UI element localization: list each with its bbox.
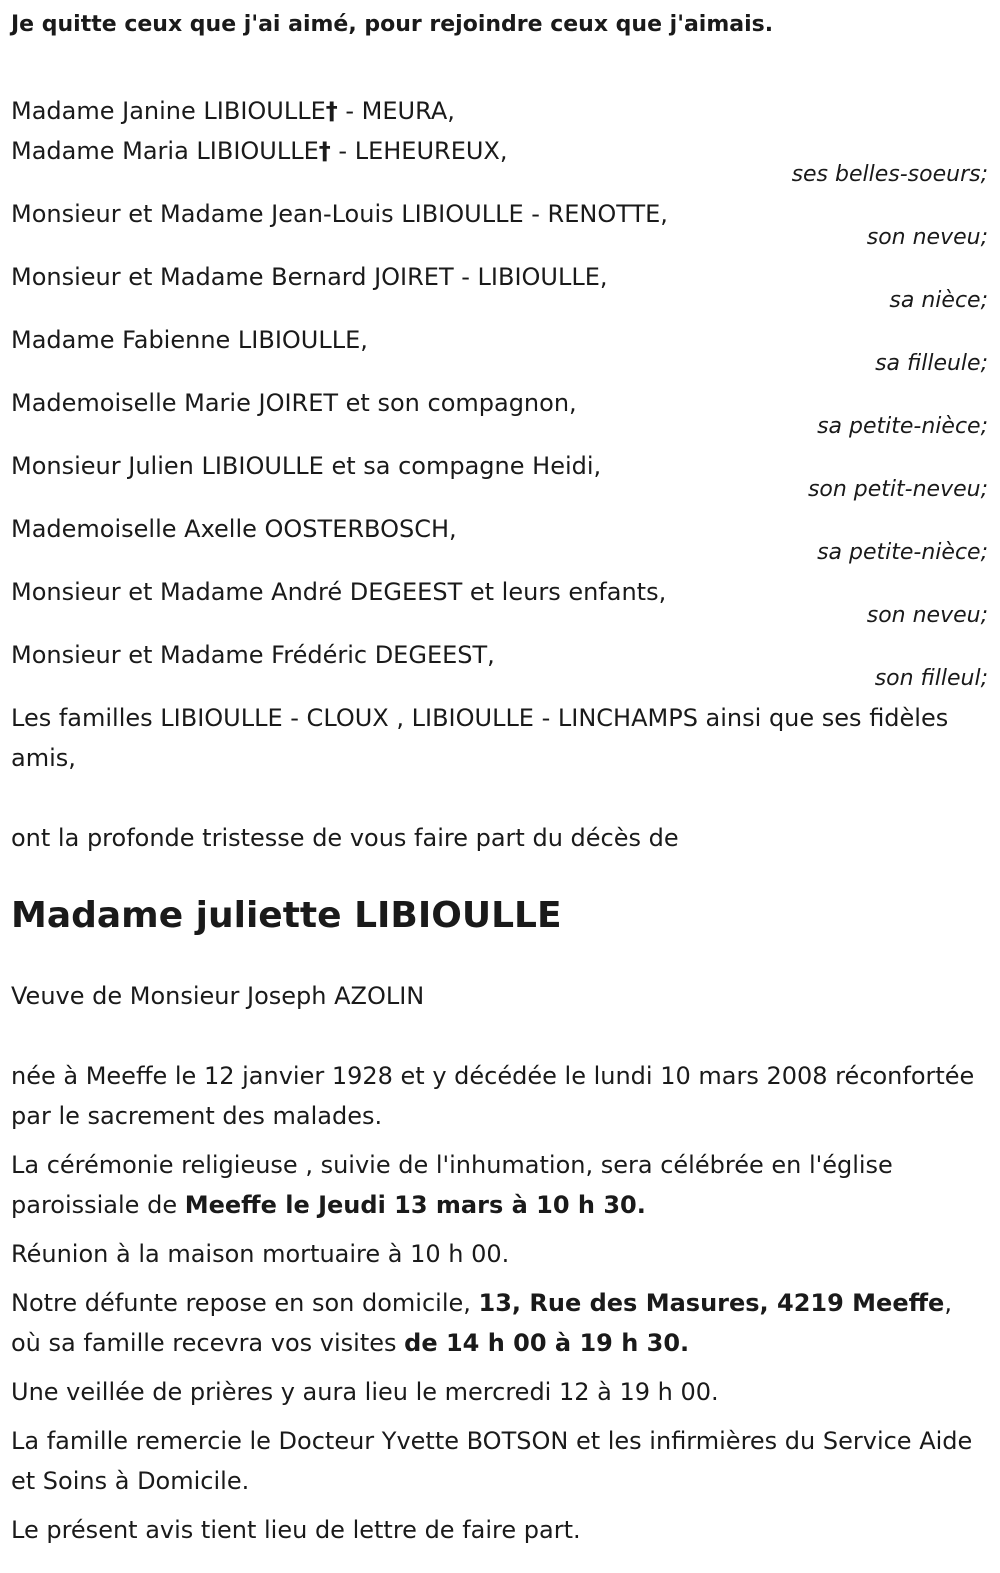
family-member: Mademoiselle Marie JOIRET et son compagnon, xyxy=(11,389,577,417)
family-list xyxy=(11,91,988,690)
family-member: Monsieur et Madame Bernard JOIRET - LIBIOULLE, xyxy=(11,263,608,291)
birth-death-info: née à Meeffe le 12 janvier 1928 et y décédée le lundi 10 mars 2008 réconfortée par le sacrement des malades. xyxy=(11,1062,975,1130)
vigil-info: Une veillée de prières y aura lieu le mercredi 12 à 19 h 00. xyxy=(11,1378,719,1406)
family-member: Monsieur et Madame André DEGEEST et leurs enfants, xyxy=(11,578,667,606)
family-entry xyxy=(11,194,988,249)
family-relation: sa petite-nièce; xyxy=(817,414,988,439)
family-relation: sa nièce; xyxy=(889,288,988,313)
family-member: Monsieur Julien LIBIOULLE et sa compagne Heidi, xyxy=(11,452,602,480)
family-relation: son neveu; xyxy=(866,225,988,250)
family-entry xyxy=(11,320,988,375)
families-and-friends: Les familles LIBIOULLE - CLOUX , LIBIOULLE - LINCHAMPS ainsi que ses fidèles amis, xyxy=(11,704,949,772)
family-member: Monsieur et Madame Jean-Louis LIBIOULLE - RENOTTE, xyxy=(11,200,668,228)
viewing-info: Notre défunte repose en son domicile, 13, Rue des Masures, 4219 Meeffe, où sa famille recevra vos visites de 14 h 00 à 19 h 30. xyxy=(11,1289,952,1357)
notice-text: Le présent avis tient lieu de lettre de faire part. xyxy=(11,1516,581,1544)
epigraph: Je quitte ceux que j'ai aimé, pour rejoindre ceux que j'aimais. xyxy=(11,12,774,37)
family-entry xyxy=(11,572,988,627)
family-member: Madame Maria LIBIOULLE† - LEHEUREUX, xyxy=(11,137,508,165)
thanks-text: La famille remercie le Docteur Yvette BOTSON et les infirmières du Service Aide et Soins à Domicile. xyxy=(11,1427,973,1495)
family-relation: sa petite-nièce; xyxy=(817,540,988,565)
announcement-text: ont la profonde tristesse de vous faire part du décès de xyxy=(11,824,679,852)
cross-icon: † xyxy=(318,137,331,165)
ceremony-datetime: Meeffe le Jeudi 13 mars à 10 h 30. xyxy=(184,1191,646,1219)
family-entry xyxy=(11,635,988,690)
family-relation: son filleul; xyxy=(874,666,988,691)
ceremony-info: La cérémonie religieuse , suivie de l'inhumation, sera célébrée en l'église paroissiale de Meeffe le Jeudi 13 mars à 10 h 30. xyxy=(11,1151,893,1219)
obituary-notice xyxy=(11,8,988,1550)
family-member: Mademoiselle Axelle OOSTERBOSCH, xyxy=(11,515,457,543)
deceased-name: Madame juliette LIBIOULLE xyxy=(11,895,562,936)
family-member: Madame Janine LIBIOULLE† - MEURA, xyxy=(11,97,455,125)
visiting-hours: de 14 h 00 à 19 h 30. xyxy=(404,1329,690,1357)
family-relation: sa filleule; xyxy=(875,351,988,376)
meeting-info: Réunion à la maison mortuaire à 10 h 00. xyxy=(11,1240,510,1268)
family-member: Monsieur et Madame Frédéric DEGEEST, xyxy=(11,641,495,669)
family-member: Madame Fabienne LIBIOULLE, xyxy=(11,326,368,354)
family-entry xyxy=(11,446,988,501)
family-relation: son petit-neveu; xyxy=(807,477,988,502)
family-relation: son neveu; xyxy=(866,603,988,628)
cross-icon: † xyxy=(325,97,338,125)
family-entry xyxy=(11,383,988,438)
widow-of: Veuve de Monsieur Joseph AZOLIN xyxy=(11,982,425,1010)
family-entry xyxy=(11,509,988,564)
family-entry xyxy=(11,257,988,312)
family-entry xyxy=(11,91,988,186)
family-relation: ses belles-soeurs; xyxy=(791,162,988,187)
home-address: 13, Rue des Masures, 4219 Meeffe xyxy=(478,1289,945,1317)
